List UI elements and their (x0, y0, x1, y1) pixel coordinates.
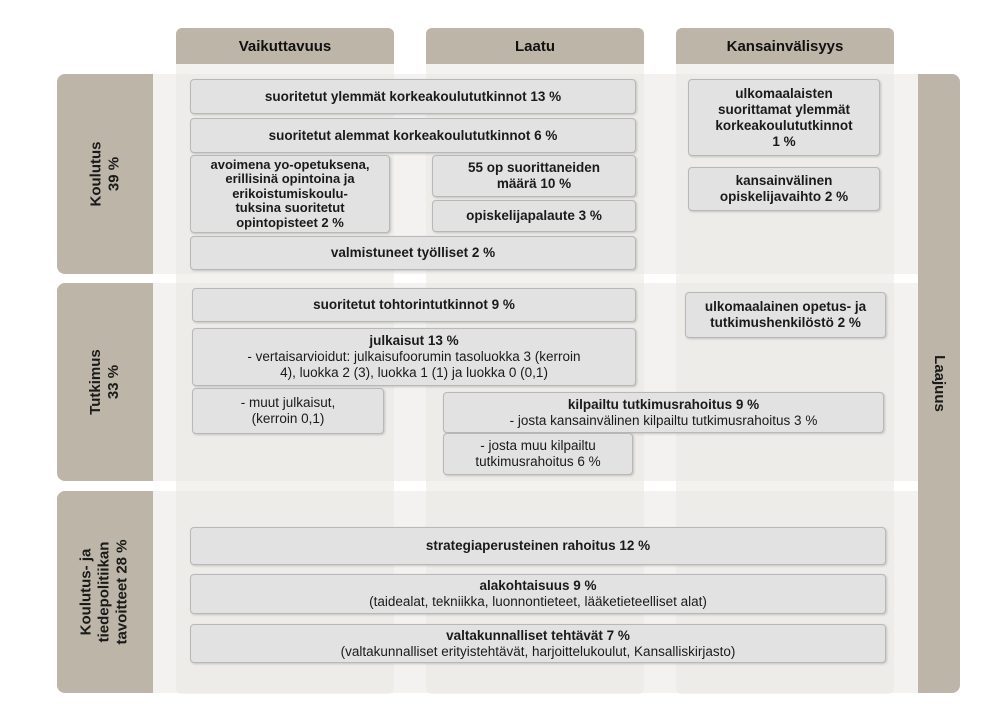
row-label-tavoitteet-3: tavoitteet 28 % (114, 539, 132, 645)
column-header-laatu: Laatu (426, 28, 644, 64)
row-header-koulutus (57, 74, 153, 274)
row-label-tutkimus: Tutkimus (87, 349, 104, 415)
row-percent-koulutus: 39 % (105, 156, 122, 192)
julkaisut-line-1: - vertaisarvioidut: julkaisufoorumin tasoluokka 3 (kerroin (247, 349, 581, 364)
box-ulkomaalaisten-tutkinnot: ulkomaalaisten suorittamat ylemmät korkeakoulututkinnot 1 % (688, 79, 880, 156)
box-opiskelijapalaute: opiskelijapalaute 3 % (432, 200, 636, 232)
side-label-laajuus: Laajuus (930, 355, 948, 412)
row-label-koulutus: Koulutus (87, 141, 104, 207)
alakohtaisuus-title: alakohtaisuus 9 % (479, 578, 597, 593)
box-55op: 55 op suorittaneiden määrä 10 % (432, 155, 636, 197)
box-alemmat-tutkinnot: suoritetut alemmat korkeakoulututkinnot 6 % (190, 118, 636, 153)
kilpailtu-line: - josta kansainvälinen kilpailtu tutkimusrahoitus 3 % (509, 412, 818, 428)
row-label-tavoitteet-2: tiedepolitiikan (96, 541, 114, 643)
box-tyolliset: valmistuneet työlliset 2 % (190, 236, 636, 270)
kilpailtu-title: kilpailtu tutkimusrahoitus 9 % (567, 396, 760, 412)
box-avoin-opetus: avoimena yo-opetuksena, erillisinä opintoina ja erikoistumiskoulu- tuksina suoritetut opintopisteet 2 % (190, 155, 390, 233)
julkaisut-line-2: 4), luokka 2 (3), luokka 1 (1) ja luokka 0 (0,1) (280, 365, 548, 380)
box-kilpailtu-rahoitus (443, 392, 884, 433)
row-percent-tutkimus: 33 % (105, 364, 122, 400)
box-ylemmat-tutkinnot: suoritetut ylemmät korkeakoulututkinnot 13 % (190, 79, 636, 114)
julkaisut-title: julkaisut 13 % (369, 333, 459, 348)
box-tohtorintutkinnot: suoritetut tohtorintutkinnot 9 % (192, 288, 636, 322)
box-muu-kilpailtu: - josta muu kilpailtu tutkimusrahoitus 6 % (443, 433, 633, 475)
box-muut-julkaisut: - muut julkaisut, (kerroin 0,1) (192, 388, 384, 434)
valtakunnalliset-title: valtakunnalliset tehtävät 7 % (446, 627, 630, 643)
box-valtakunnalliset (190, 624, 886, 663)
side-bar-laajuus (918, 74, 960, 693)
valtakunnalliset-line: (valtakunnalliset erityistehtävät, harjoittelukoulut, Kansalliskirjasto) (340, 643, 736, 659)
box-opiskelijavaihto: kansainvälinen opiskelijavaihto 2 % (688, 167, 880, 211)
column-header-vaikuttavuus: Vaikuttavuus (176, 28, 394, 64)
box-strategiarahoitus: strategiaperusteinen rahoitus 12 % (190, 527, 886, 565)
row-header-tutkimus (57, 283, 153, 481)
box-julkaisut (192, 328, 636, 386)
box-henkilosto: ulkomaalainen opetus- ja tutkimushenkilöstö 2 % (685, 292, 886, 338)
row-label-tavoitteet-1: Koulutus- ja (78, 548, 96, 636)
row-header-tavoitteet (57, 491, 153, 693)
alakohtaisuus-line: (taidealat, tekniikka, luonnontieteet, lääketieteelliset alat) (369, 594, 707, 609)
box-alakohtaisuus (190, 574, 886, 614)
column-header-kansainvalisyys: Kansainvälisyys (676, 28, 894, 64)
